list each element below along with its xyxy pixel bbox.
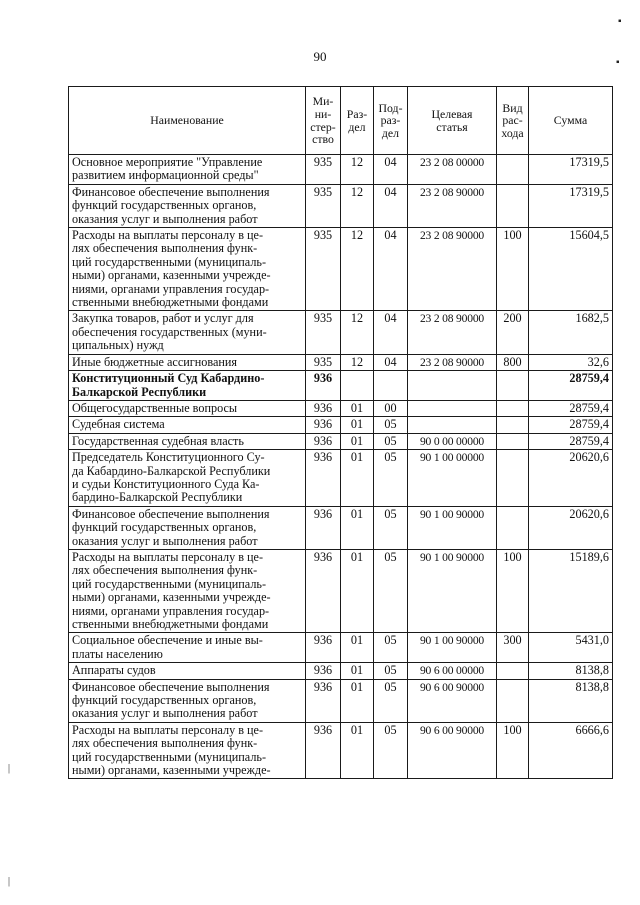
cell-subsection: 05 <box>374 633 408 663</box>
cell-target-article <box>408 371 497 401</box>
cell-name-line: Председатель Конституционного Су- <box>72 450 265 465</box>
header-line: хода <box>501 125 524 140</box>
cell-name-line: развитием информационной среды" <box>72 168 259 183</box>
cell-name <box>69 663 306 679</box>
cell-name-line: обеспечения государственных (муни- <box>72 324 267 339</box>
cell-subsection: 05 <box>374 679 408 722</box>
cell-name-line: ными) органами, казенными учрежде- <box>72 268 271 283</box>
cell-sum: 17319,5 <box>529 155 613 185</box>
cell-section: 12 <box>341 354 374 370</box>
cell-ministry: 936 <box>306 371 341 401</box>
cell-sum: 8138,8 <box>529 679 613 722</box>
cell-sum: 28759,4 <box>529 433 613 449</box>
cell-expense-type <box>497 417 529 433</box>
cell-name <box>69 433 306 449</box>
header-line: статья <box>436 119 468 134</box>
cell-subsection: 05 <box>374 450 408 507</box>
table-body <box>69 155 613 779</box>
table-row <box>69 354 613 370</box>
table-row <box>69 311 613 354</box>
cell-name-line: оказания услуг и выполнения работ <box>72 533 258 548</box>
cell-name-line: Расходы на выплаты персоналу в це- <box>72 549 264 564</box>
cell-ministry: 935 <box>306 354 341 370</box>
cell-section: 12 <box>341 184 374 227</box>
cell-name-line: Государственная судебная власть <box>72 433 244 448</box>
cell-expense-type <box>497 155 529 185</box>
budget-table <box>68 86 613 779</box>
table-row <box>69 633 613 663</box>
cell-name <box>69 633 306 663</box>
cell-sum: 28759,4 <box>529 371 613 401</box>
header-line: Ми- <box>312 94 334 109</box>
cell-sum: 28759,4 <box>529 417 613 433</box>
cell-expense-type <box>497 184 529 227</box>
margin-mark: ▪ <box>616 57 620 68</box>
cell-expense-type: 300 <box>497 633 529 663</box>
cell-name-line: Финансовое обеспечение выполнения <box>72 679 270 694</box>
table-row <box>69 433 613 449</box>
cell-section: 12 <box>341 228 374 311</box>
cell-section: 01 <box>341 549 374 632</box>
cell-target-article: 23 2 08 90000 <box>408 354 497 370</box>
cell-target-article <box>408 417 497 433</box>
cell-section: 01 <box>341 722 374 779</box>
cell-sum: 17319,5 <box>529 184 613 227</box>
cell-sum: 20620,6 <box>529 506 613 549</box>
cell-target-article: 23 2 08 90000 <box>408 184 497 227</box>
cell-name-line: Финансовое обеспечение выполнения <box>72 184 270 199</box>
cell-section: 12 <box>341 311 374 354</box>
cell-name-line: ными) органами, казенными учрежде- <box>72 590 271 605</box>
table-row <box>69 400 613 416</box>
cell-expense-type <box>497 433 529 449</box>
cell-section: 01 <box>341 417 374 433</box>
cell-expense-type <box>497 506 529 549</box>
table-row <box>69 722 613 779</box>
cell-section: 01 <box>341 433 374 449</box>
header-section <box>341 87 374 155</box>
cell-section: 01 <box>341 663 374 679</box>
cell-name-line: да Кабардино-Балкарской Республики <box>72 463 271 478</box>
cell-subsection: 05 <box>374 722 408 779</box>
margin-mark: | <box>8 763 11 774</box>
cell-name-line: ниями, органами управления государ- <box>72 603 270 618</box>
cell-name-line: функций государственных органов, <box>72 198 257 213</box>
cell-name-line: ций государственными (муниципаль- <box>72 749 267 764</box>
cell-section <box>341 371 374 401</box>
margin-mark: ▪ <box>618 16 622 27</box>
cell-name-line: Расходы на выплаты персоналу в це- <box>72 228 264 243</box>
header-sum: Сумма <box>529 87 613 155</box>
cell-subsection: 04 <box>374 184 408 227</box>
cell-subsection: 05 <box>374 417 408 433</box>
cell-name-line: ципальных) нужд <box>72 338 164 353</box>
cell-target-article: 90 0 00 00000 <box>408 433 497 449</box>
cell-expense-type <box>497 400 529 416</box>
cell-name-line: функций государственных органов, <box>72 693 257 708</box>
cell-expense-type <box>497 663 529 679</box>
cell-name <box>69 184 306 227</box>
cell-name <box>69 450 306 507</box>
header-name: Наименование <box>69 87 306 155</box>
cell-ministry: 936 <box>306 633 341 663</box>
cell-section: 01 <box>341 633 374 663</box>
cell-ministry: 936 <box>306 722 341 779</box>
table-row <box>69 506 613 549</box>
cell-name-line: Социальное обеспечение и иные вы- <box>72 633 263 648</box>
cell-ministry: 936 <box>306 450 341 507</box>
cell-name-line: бардино-Балкарской Республики <box>72 490 243 505</box>
cell-name-line: Закупка товаров, работ и услуг для <box>72 311 254 326</box>
cell-target-article: 23 2 08 90000 <box>408 311 497 354</box>
cell-name <box>69 311 306 354</box>
header-line: Под- <box>378 100 403 115</box>
cell-name <box>69 549 306 632</box>
cell-name-line: ными) органами, казенными учрежде- <box>72 763 271 778</box>
header-line: Раз- <box>346 106 368 121</box>
cell-sum: 15189,6 <box>529 549 613 632</box>
table-row <box>69 417 613 433</box>
header-line: стер- <box>310 119 336 134</box>
cell-expense-type: 100 <box>497 228 529 311</box>
cell-ministry: 936 <box>306 417 341 433</box>
cell-subsection: 05 <box>374 663 408 679</box>
cell-expense-type: 200 <box>497 311 529 354</box>
cell-section: 01 <box>341 400 374 416</box>
cell-name-line: лях обеспечения выполнения функ- <box>72 241 258 256</box>
cell-target-article: 90 1 00 90000 <box>408 549 497 632</box>
cell-name-line: платы населению <box>72 646 163 661</box>
cell-name-line: Аппараты судов <box>72 663 156 678</box>
cell-sum: 6666,6 <box>529 722 613 779</box>
cell-name-line: ственными внебюджетными фондами <box>72 617 269 631</box>
cell-ministry: 936 <box>306 400 341 416</box>
cell-ministry: 935 <box>306 155 341 185</box>
header-line: Целевая <box>431 106 473 121</box>
cell-target-article: 90 1 00 90000 <box>408 633 497 663</box>
cell-ministry: 936 <box>306 549 341 632</box>
cell-name-line: оказания услуг и выполнения работ <box>72 706 258 721</box>
header-expense-type <box>497 87 529 155</box>
cell-expense-type: 100 <box>497 722 529 779</box>
table-row <box>69 549 613 632</box>
cell-name-line: ций государственными (муниципаль- <box>72 254 267 269</box>
cell-subsection: 00 <box>374 400 408 416</box>
cell-target-article: 23 2 08 90000 <box>408 228 497 311</box>
table-row <box>69 184 613 227</box>
cell-subsection: 04 <box>374 311 408 354</box>
cell-ministry: 935 <box>306 184 341 227</box>
table-row <box>69 371 613 401</box>
cell-name <box>69 417 306 433</box>
cell-sum: 32,6 <box>529 354 613 370</box>
cell-name-line: лях обеспечения выполнения функ- <box>72 736 258 751</box>
cell-sum: 20620,6 <box>529 450 613 507</box>
cell-section: 01 <box>341 506 374 549</box>
table-row <box>69 663 613 679</box>
cell-section: 12 <box>341 155 374 185</box>
cell-name-line: и судьи Конституционного Суда Ка- <box>72 476 260 491</box>
cell-name <box>69 679 306 722</box>
cell-expense-type <box>497 450 529 507</box>
cell-name-line: Конституционный Суд Кабардино- <box>72 371 265 386</box>
cell-target-article: 90 6 00 00000 <box>408 663 497 679</box>
cell-subsection: 05 <box>374 549 408 632</box>
cell-target-article: 90 1 00 00000 <box>408 450 497 507</box>
cell-name-line: Судебная система <box>72 417 165 432</box>
cell-expense-type <box>497 371 529 401</box>
cell-name-line: Основное мероприятие "Управление <box>72 155 263 169</box>
cell-expense-type: 100 <box>497 549 529 632</box>
header-ministry <box>306 87 341 155</box>
header-line: раз- <box>380 113 401 128</box>
cell-target-article: 90 1 00 90000 <box>408 506 497 549</box>
cell-name-line: оказания услуг и выполнения работ <box>72 211 258 226</box>
cell-name-line: Общегосударственные вопросы <box>72 400 238 415</box>
cell-ministry: 936 <box>306 506 341 549</box>
cell-name <box>69 155 306 185</box>
cell-sum: 28759,4 <box>529 400 613 416</box>
cell-sum: 8138,8 <box>529 663 613 679</box>
table-row <box>69 228 613 311</box>
cell-target-article: 90 6 00 90000 <box>408 679 497 722</box>
cell-subsection: 04 <box>374 155 408 185</box>
cell-ministry: 936 <box>306 433 341 449</box>
cell-name-line: Балкарской Республики <box>72 384 207 399</box>
cell-name <box>69 354 306 370</box>
cell-ministry: 936 <box>306 663 341 679</box>
cell-name-line: функций государственных органов, <box>72 520 257 535</box>
cell-sum: 15604,5 <box>529 228 613 311</box>
cell-sum: 5431,0 <box>529 633 613 663</box>
cell-name <box>69 506 306 549</box>
cell-target-article <box>408 400 497 416</box>
cell-section: 01 <box>341 679 374 722</box>
cell-name-line: Расходы на выплаты персоналу в це- <box>72 722 264 737</box>
cell-subsection: 04 <box>374 354 408 370</box>
cell-name <box>69 722 306 779</box>
cell-name <box>69 400 306 416</box>
cell-name <box>69 228 306 311</box>
header-line: ство <box>312 132 334 147</box>
cell-name-line: ниями, органами управления государ- <box>72 281 270 296</box>
cell-target-article: 90 6 00 90000 <box>408 722 497 779</box>
cell-target-article: 23 2 08 00000 <box>408 155 497 185</box>
cell-section: 01 <box>341 450 374 507</box>
header-row <box>69 87 613 155</box>
table-row <box>69 450 613 507</box>
cell-sum: 1682,5 <box>529 311 613 354</box>
page-number: 90 <box>313 49 327 64</box>
cell-name-line: ций государственными (муниципаль- <box>72 576 267 591</box>
header-line: ни- <box>314 106 332 121</box>
cell-ministry: 936 <box>306 679 341 722</box>
cell-expense-type: 800 <box>497 354 529 370</box>
cell-name-line: Финансовое обеспечение выполнения <box>72 506 270 521</box>
cell-name <box>69 371 306 401</box>
header-target-article <box>408 87 497 155</box>
cell-ministry: 935 <box>306 311 341 354</box>
header-line: Вид <box>502 100 523 115</box>
table-row <box>69 679 613 722</box>
cell-expense-type <box>497 679 529 722</box>
cell-ministry: 935 <box>306 228 341 311</box>
cell-subsection: 05 <box>374 433 408 449</box>
header-subsection <box>374 87 408 155</box>
header-line: дел <box>381 125 400 140</box>
cell-subsection: 04 <box>374 228 408 311</box>
table-row <box>69 155 613 185</box>
cell-name-line: ственными внебюджетными фондами <box>72 295 269 310</box>
margin-mark: | <box>8 876 11 887</box>
header-line: рас- <box>502 113 523 128</box>
header-line: дел <box>348 119 366 134</box>
cell-name-line: Иные бюджетные ассигнования <box>72 354 238 369</box>
cell-subsection <box>374 371 408 401</box>
cell-subsection: 05 <box>374 506 408 549</box>
cell-name-line: лях обеспечения выполнения функ- <box>72 563 258 578</box>
